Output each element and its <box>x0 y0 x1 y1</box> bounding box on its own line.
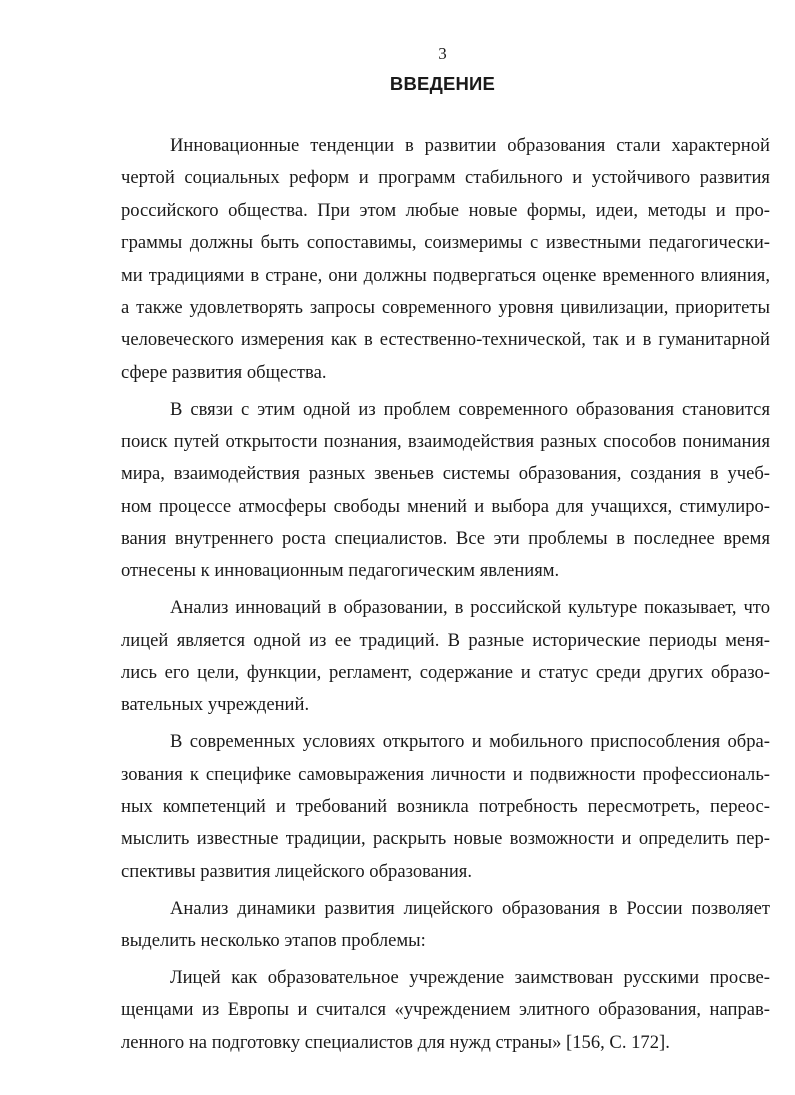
text-line: граммы должны быть сопоставимы, соизмеримы с известными педагогически- <box>121 232 770 254</box>
section-title: ВВЕДЕНИЕ <box>389 73 496 94</box>
text-line: ми традициями в стране, они должны подвергаться оценке временного влияния, <box>121 264 770 286</box>
paragraph-5 <box>121 893 770 958</box>
paragraph-6 <box>121 962 770 1059</box>
text-line: вательных учреждений. <box>121 694 310 716</box>
text-line: Лицей как образовательное учреждение заимствован русскими просве- <box>170 966 770 988</box>
text-line: а также удовлетворять запросы современного уровня цивилизации, приоритеты <box>121 296 770 318</box>
text-line: Инновационные тенденции в развитии образования стали характерной <box>170 135 770 156</box>
text-line: российского общества. При этом любые новые формы, идеи, методы и про- <box>121 199 770 221</box>
text-line: В современных условиях открытого и мобильного приспособления обра- <box>170 731 770 753</box>
text-line: Анализ инноваций в образовании, в российской культуре показывает, что <box>170 597 770 619</box>
paragraph-2 <box>121 394 770 588</box>
body-text <box>121 130 770 1063</box>
text-line: спективы развития лицейского образования. <box>121 860 473 882</box>
text-line: человеческого измерения как в естественно-технической, так и в гуманитарной <box>121 329 770 351</box>
paragraph-3 <box>121 592 770 722</box>
text-line: ных компетенций и требований возникла потребность пересмотреть, переос- <box>121 795 770 817</box>
text-line: поиск путей открытости познания, взаимодействия разных способов понимания <box>121 430 770 452</box>
paragraph-1 <box>121 130 770 389</box>
text-line: выделить несколько этапов проблемы: <box>121 929 426 951</box>
text-line: щенцами из Европы и считался «учреждением элитного образования, направ- <box>121 999 770 1021</box>
text-line: зования к специфике самовыражения личности и подвижности профессиональ- <box>121 763 770 785</box>
text-line: лицей является одной из ее традиций. В разные исторические периоды меня- <box>121 629 770 651</box>
text-line: Анализ динамики развития лицейского образования в России позволяет <box>170 897 770 919</box>
text-line: сфере развития общества. <box>121 361 327 383</box>
text-line: ном процессе атмосферы свободы мнений и выбора для учащихся, стимулиро- <box>121 495 770 517</box>
paragraph-4 <box>121 726 770 888</box>
text-line: отнесены к инновационным педагогическим явлениям. <box>121 560 560 582</box>
text-line: вания внутреннего роста специалистов. Все эти проблемы в последнее время <box>121 528 770 550</box>
text-line: лись его цели, функции, регламент, содержание и статус среди других образо- <box>121 662 770 684</box>
page-number: 3 <box>438 44 447 63</box>
text-line: ленного на подготовку специалистов для нужд страны» [156, С. 172]. <box>121 1031 670 1053</box>
text-line: В связи с этим одной из проблем современного образования становится <box>170 398 770 420</box>
text-line: мира, взаимодействия разных звеньев системы образования, создания в учеб- <box>121 463 770 485</box>
text-line: мыслить известные традиции, раскрыть новые возможности и определить пер- <box>121 828 770 850</box>
text-line: чертой социальных реформ и программ стабильного и устойчивого развития <box>121 167 770 189</box>
